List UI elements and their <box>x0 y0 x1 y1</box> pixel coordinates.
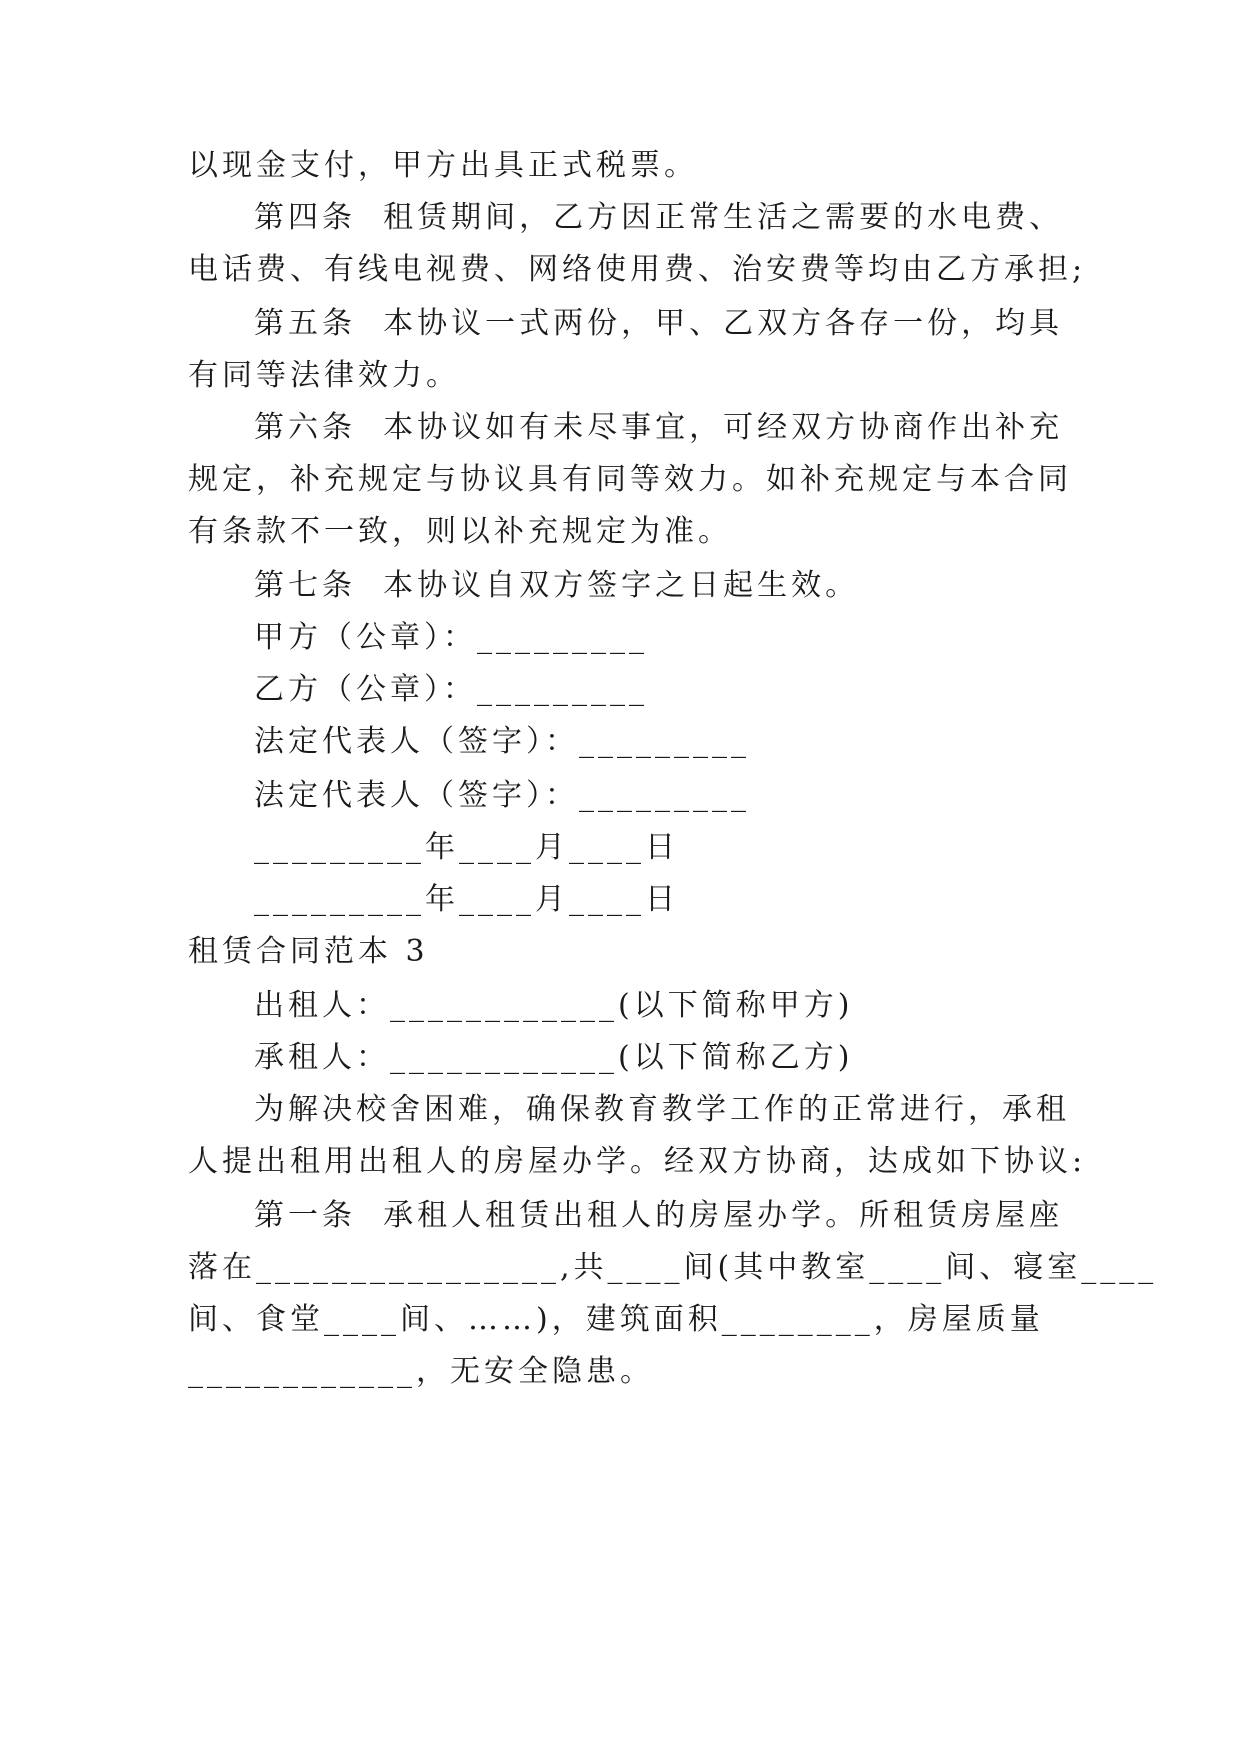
text-line: 以现金支付，甲方出具正式税票。 <box>188 148 698 183</box>
date-line: _________年____月____日 <box>254 882 679 917</box>
article-7-heading-line: 第七条 本协议自双方签字之日起生效。 <box>254 568 860 603</box>
lessor-line: 出租人：____________(以下简称甲方) <box>254 988 854 1023</box>
text-line: 规定，补充规定与协议具有同等效力。如补充规定与本合同 <box>188 462 1072 497</box>
date-line: _________年____月____日 <box>254 830 679 865</box>
legal-rep-signature-line: 法定代表人（签字）：_________ <box>254 778 750 813</box>
article-4-heading-line: 第四条 租赁期间，乙方因正常生活之需要的水电费、 <box>254 200 1064 235</box>
text-line: 有条款不一致，则以补充规定为准。 <box>188 514 732 549</box>
party-a-seal-line: 甲方（公章）：_________ <box>254 620 648 655</box>
text-line: 人提出租用出租人的房屋办学。经双方协商，达成如下协议: <box>188 1144 1087 1179</box>
text-line: ____________，无安全隐患。 <box>188 1354 654 1389</box>
text-line: 落在________________,共____间(其中教室____间、寝室____ <box>188 1250 1158 1285</box>
article-5-heading-line: 第五条 本协议一式两份，甲、乙双方各存一份，均具 <box>254 306 1064 341</box>
preamble-line: 为解决校舍困难，确保教育教学工作的正常进行，承租 <box>254 1092 1070 1127</box>
text-line: 电话费、有线电视费、网络使用费、治安费等均由乙方承担; <box>188 252 1087 287</box>
text-line: 间、食堂____间、……)，建筑面积________，房屋质量 <box>188 1302 1044 1337</box>
article-1-heading-line: 第一条 承租人租赁出租人的房屋办学。所租赁房屋座 <box>254 1198 1064 1233</box>
text-line: 有同等法律效力。 <box>188 358 460 393</box>
section-title: 租赁合同范本 3 <box>188 934 429 969</box>
party-b-seal-line: 乙方（公章）：_________ <box>254 672 648 707</box>
article-6-heading-line: 第六条 本协议如有未尽事宜，可经双方协商作出补充 <box>254 410 1064 445</box>
lessee-line: 承租人：____________(以下简称乙方) <box>254 1040 854 1075</box>
legal-rep-signature-line: 法定代表人（签字）：_________ <box>254 724 750 759</box>
